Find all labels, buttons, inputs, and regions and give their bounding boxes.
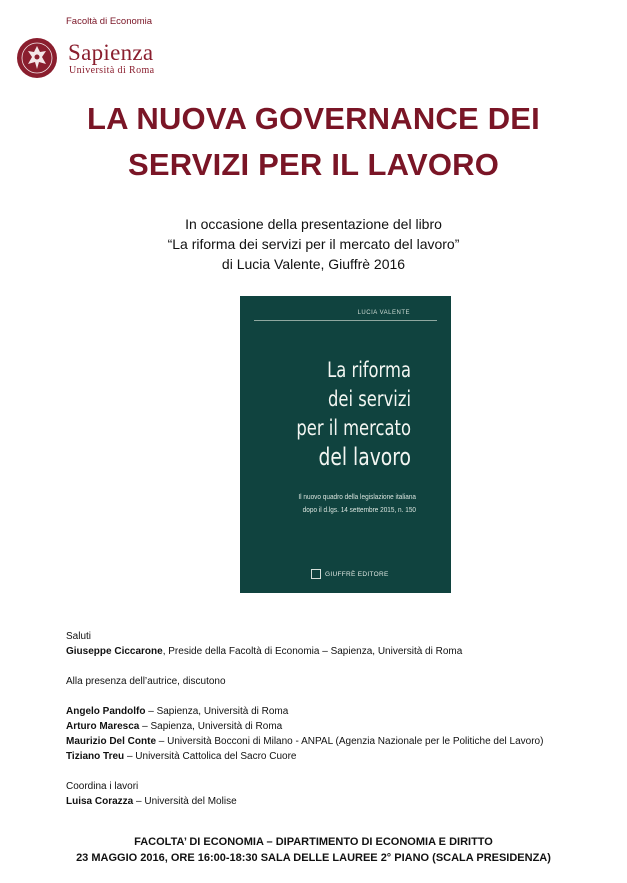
logo-subtitle: Università di Roma xyxy=(69,65,155,76)
event-location xyxy=(0,834,627,866)
subtitle-line-3: di Lucia Valente, Giuffrè 2016 xyxy=(221,256,406,272)
book-description-line: dopo il d.lgs. 14 settembre 2015, n. 150 xyxy=(302,505,416,514)
speaker-name: Tiziano Treu xyxy=(66,751,125,762)
book-title-line: La riforma xyxy=(327,358,411,382)
greeting-affiliation: , Preside della Facoltà di Economia – Sapienza, Università di Roma xyxy=(162,646,463,657)
speaker-row xyxy=(66,719,606,734)
speaker-affiliation: – Sapienza, Università di Roma xyxy=(139,721,283,732)
chair-name: Luisa Corazza xyxy=(66,796,134,807)
book-title-line: del lavoro xyxy=(318,443,411,471)
sapienza-logo xyxy=(16,37,58,79)
speaker-affiliation: – Sapienza, Università di Roma xyxy=(145,706,289,717)
speaker-name: Arturo Maresca xyxy=(66,721,140,732)
event-subtitle xyxy=(0,214,627,274)
publisher-logo-icon xyxy=(311,569,321,579)
book-title-line: per il mercato xyxy=(296,416,411,440)
event-program xyxy=(66,629,606,809)
speaker-row xyxy=(66,749,606,764)
speaker-row xyxy=(66,734,606,749)
book-title-line: dei servizi xyxy=(328,387,411,411)
subtitle-line-1: In occasione della presentazione del libro xyxy=(185,216,442,232)
faculty-name: Facoltà di Economia xyxy=(66,16,153,27)
book-description xyxy=(265,490,416,516)
greeting-row xyxy=(66,644,606,659)
book-title xyxy=(278,356,411,472)
speaker-name: Maurizio Del Conte xyxy=(66,736,157,747)
speaker-affiliation: – Università Bocconi di Milano - ANPAL (Agenzia Nazionale per le Politiche del Lavoro) xyxy=(156,736,544,747)
title-line-1: LA NUOVA GOVERNANCE DEI xyxy=(87,101,540,136)
footer-line-1: FACOLTA’ DI ECONOMIA – DIPARTIMENTO DI ECONOMIA E DIRITTO xyxy=(134,836,493,848)
speaker-row xyxy=(66,704,606,719)
speaker-affiliation: – Università Cattolica del Sacro Cuore xyxy=(124,751,297,762)
title-line-2: SERVIZI PER IL LAVORO xyxy=(127,147,500,182)
university-seal-icon xyxy=(16,37,58,79)
greeting-name: Giuseppe Ciccarone xyxy=(66,646,163,657)
book-cover xyxy=(240,296,451,593)
page-title xyxy=(0,96,627,188)
publisher-name: GIUFFRÈ EDITORE xyxy=(325,570,389,578)
book-author: LUCIA VALENTE xyxy=(357,310,410,316)
footer-line-2: 23 MAGGIO 2016, ORE 16:00-18:30 SALA DELLE LAUREE 2° PIANO (SCALA PRESIDENZA) xyxy=(76,852,551,864)
book-description-line: Il nuovo quadro della legislazione italiana xyxy=(298,492,416,501)
speaker-name: Angelo Pandolfo xyxy=(66,706,146,717)
book-publisher xyxy=(311,569,389,579)
chair-row xyxy=(66,794,606,809)
chair-label: Coordina i lavori xyxy=(66,781,139,792)
book-cover-divider xyxy=(254,320,437,321)
logo-wordmark: Sapienza xyxy=(68,40,154,65)
discussion-label: Alla presenza dell’autrice, discutono xyxy=(66,676,226,687)
subtitle-line-2: “La riforma dei servizi per il mercato del lavoro” xyxy=(167,236,460,252)
chair-affiliation: – Università del Molise xyxy=(133,796,237,807)
greetings-label: Saluti xyxy=(66,631,92,642)
